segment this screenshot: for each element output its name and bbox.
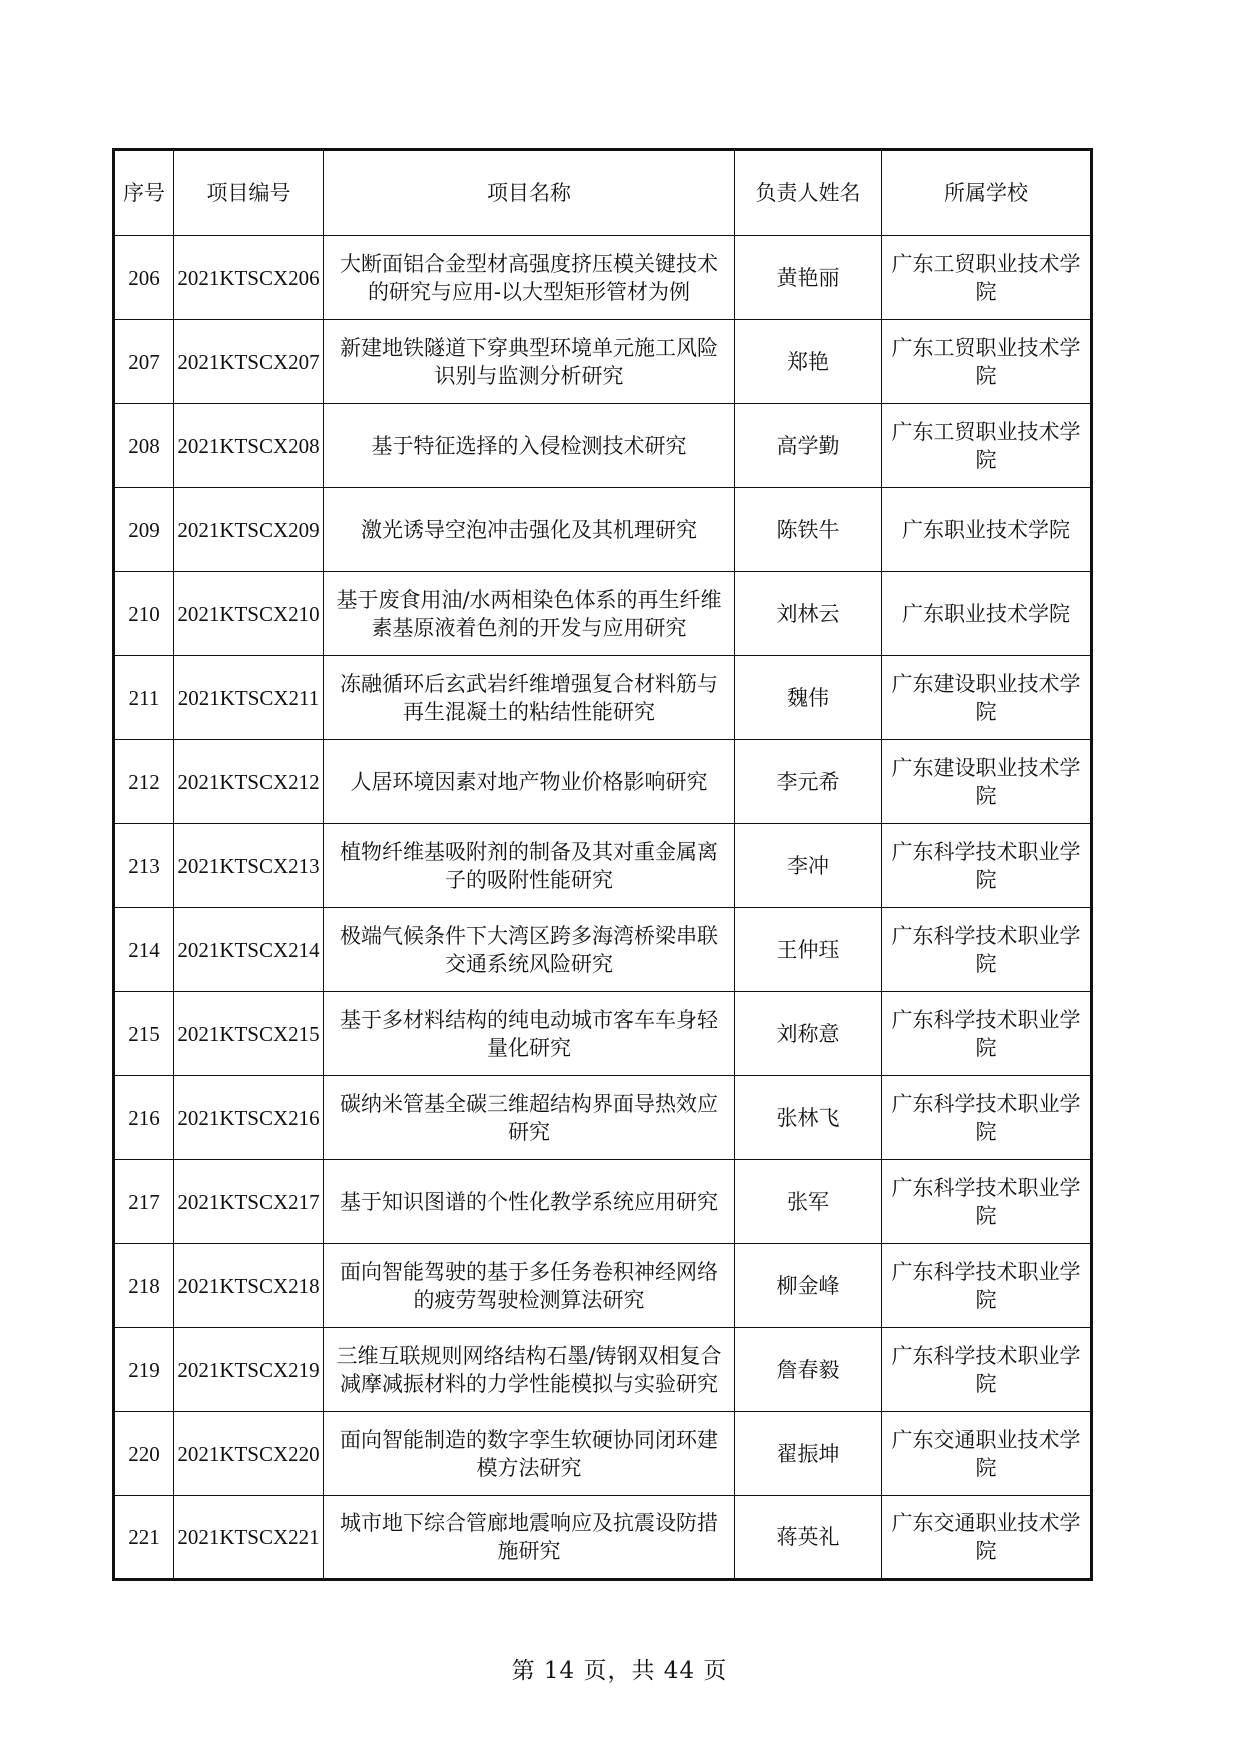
cell-project-code: 2021KTSCX206 [174, 236, 324, 320]
table-row [114, 572, 1092, 656]
table-row [114, 236, 1092, 320]
cell-seq: 210 [114, 572, 174, 656]
cell-project-name: 基于废食用油/水两相染色体系的再生纤维素基原液着色剂的开发与应用研究 [324, 572, 735, 656]
cell-project-code: 2021KTSCX209 [174, 488, 324, 572]
cell-project-name: 三维互联规则网络结构石墨/铸钢双相复合减摩减振材料的力学性能模拟与实验研究 [324, 1328, 735, 1412]
cell-project-code: 2021KTSCX216 [174, 1076, 324, 1160]
header-name: 项目名称 [324, 150, 735, 236]
table-row [114, 1496, 1092, 1580]
cell-project-code: 2021KTSCX210 [174, 572, 324, 656]
cell-project-name: 大断面铝合金型材高强度挤压模关键技术的研究与应用-以大型矩形管材为例 [324, 236, 735, 320]
header-row [114, 150, 1092, 236]
table-row [114, 404, 1092, 488]
cell-leader: 魏伟 [735, 656, 882, 740]
cell-seq: 213 [114, 824, 174, 908]
cell-project-name: 碳纳米管基全碳三维超结构界面导热效应研究 [324, 1076, 735, 1160]
table-body [114, 236, 1092, 1580]
cell-seq: 220 [114, 1412, 174, 1496]
cell-school: 广东科学技术职业学院 [882, 908, 1092, 992]
table-row [114, 824, 1092, 908]
cell-leader: 李冲 [735, 824, 882, 908]
cell-leader: 翟振坤 [735, 1412, 882, 1496]
cell-seq: 212 [114, 740, 174, 824]
cell-leader: 刘林云 [735, 572, 882, 656]
cell-project-code: 2021KTSCX221 [174, 1496, 324, 1580]
cell-project-name: 植物纤维基吸附剂的制备及其对重金属离子的吸附性能研究 [324, 824, 735, 908]
table-row [114, 488, 1092, 572]
cell-project-name: 人居环境因素对地产物业价格影响研究 [324, 740, 735, 824]
cell-leader: 蒋英礼 [735, 1496, 882, 1580]
cell-project-name: 新建地铁隧道下穿典型环境单元施工风险识别与监测分析研究 [324, 320, 735, 404]
table-header [114, 150, 1092, 236]
cell-school: 广东交通职业技术学院 [882, 1496, 1092, 1580]
cell-leader: 郑艳 [735, 320, 882, 404]
cell-seq: 215 [114, 992, 174, 1076]
cell-seq: 211 [114, 656, 174, 740]
cell-seq: 218 [114, 1244, 174, 1328]
cell-school: 广东工贸职业技术学院 [882, 320, 1092, 404]
cell-leader: 柳金峰 [735, 1244, 882, 1328]
cell-leader: 王仲珏 [735, 908, 882, 992]
table-row [114, 1160, 1092, 1244]
cell-project-code: 2021KTSCX218 [174, 1244, 324, 1328]
cell-project-name: 基于多材料结构的纯电动城市客车车身轻量化研究 [324, 992, 735, 1076]
cell-project-name: 面向智能驾驶的基于多任务卷积神经网络的疲劳驾驶检测算法研究 [324, 1244, 735, 1328]
table-row [114, 908, 1092, 992]
cell-seq: 219 [114, 1328, 174, 1412]
cell-project-name: 冻融循环后玄武岩纤维增强复合材料筋与再生混凝土的粘结性能研究 [324, 656, 735, 740]
header-seq: 序号 [114, 150, 174, 236]
cell-project-name: 基于知识图谱的个性化教学系统应用研究 [324, 1160, 735, 1244]
cell-school: 广东科学技术职业学院 [882, 1076, 1092, 1160]
cell-leader: 张林飞 [735, 1076, 882, 1160]
cell-leader: 陈铁牛 [735, 488, 882, 572]
cell-school: 广东工贸职业技术学院 [882, 236, 1092, 320]
cell-seq: 221 [114, 1496, 174, 1580]
cell-project-code: 2021KTSCX212 [174, 740, 324, 824]
table-row [114, 320, 1092, 404]
cell-seq: 208 [114, 404, 174, 488]
cell-leader: 黄艳丽 [735, 236, 882, 320]
cell-school: 广东科学技术职业学院 [882, 1328, 1092, 1412]
cell-school: 广东职业技术学院 [882, 572, 1092, 656]
cell-school: 广东职业技术学院 [882, 488, 1092, 572]
cell-leader: 詹春毅 [735, 1328, 882, 1412]
cell-leader: 高学勤 [735, 404, 882, 488]
cell-seq: 216 [114, 1076, 174, 1160]
cell-leader: 张军 [735, 1160, 882, 1244]
cell-seq: 214 [114, 908, 174, 992]
cell-project-name: 极端气候条件下大湾区跨多海湾桥梁串联交通系统风险研究 [324, 908, 735, 992]
cell-project-name: 激光诱导空泡冲击强化及其机理研究 [324, 488, 735, 572]
page-footer: 第 14 页，共 44 页 [511, 1658, 728, 1684]
cell-project-code: 2021KTSCX208 [174, 404, 324, 488]
cell-seq: 209 [114, 488, 174, 572]
cell-project-name: 基于特征选择的入侵检测技术研究 [324, 404, 735, 488]
cell-project-code: 2021KTSCX220 [174, 1412, 324, 1496]
cell-school: 广东建设职业技术学院 [882, 740, 1092, 824]
cell-school: 广东建设职业技术学院 [882, 656, 1092, 740]
cell-school: 广东科学技术职业学院 [882, 992, 1092, 1076]
table-row [114, 656, 1092, 740]
cell-school: 广东科学技术职业学院 [882, 824, 1092, 908]
table-row [114, 1076, 1092, 1160]
cell-project-code: 2021KTSCX219 [174, 1328, 324, 1412]
cell-project-code: 2021KTSCX211 [174, 656, 324, 740]
cell-leader: 李元希 [735, 740, 882, 824]
cell-leader: 刘称意 [735, 992, 882, 1076]
table-row [114, 1412, 1092, 1496]
cell-project-code: 2021KTSCX215 [174, 992, 324, 1076]
table-row [114, 740, 1092, 824]
cell-project-code: 2021KTSCX207 [174, 320, 324, 404]
cell-project-code: 2021KTSCX217 [174, 1160, 324, 1244]
header-school: 所属学校 [882, 150, 1092, 236]
cell-project-code: 2021KTSCX213 [174, 824, 324, 908]
cell-project-name: 面向智能制造的数字孪生软硬协同闭环建模方法研究 [324, 1412, 735, 1496]
table-row [114, 1244, 1092, 1328]
cell-school: 广东科学技术职业学院 [882, 1160, 1092, 1244]
header-code: 项目编号 [174, 150, 324, 236]
project-table [112, 148, 1093, 1581]
cell-school: 广东交通职业技术学院 [882, 1412, 1092, 1496]
table-row [114, 992, 1092, 1076]
cell-school: 广东工贸职业技术学院 [882, 404, 1092, 488]
header-leader: 负责人姓名 [735, 150, 882, 236]
cell-seq: 217 [114, 1160, 174, 1244]
cell-project-name: 城市地下综合管廊地震响应及抗震设防措施研究 [324, 1496, 735, 1580]
cell-seq: 207 [114, 320, 174, 404]
cell-project-code: 2021KTSCX214 [174, 908, 324, 992]
cell-school: 广东科学技术职业学院 [882, 1244, 1092, 1328]
cell-seq: 206 [114, 236, 174, 320]
table-row [114, 1328, 1092, 1412]
